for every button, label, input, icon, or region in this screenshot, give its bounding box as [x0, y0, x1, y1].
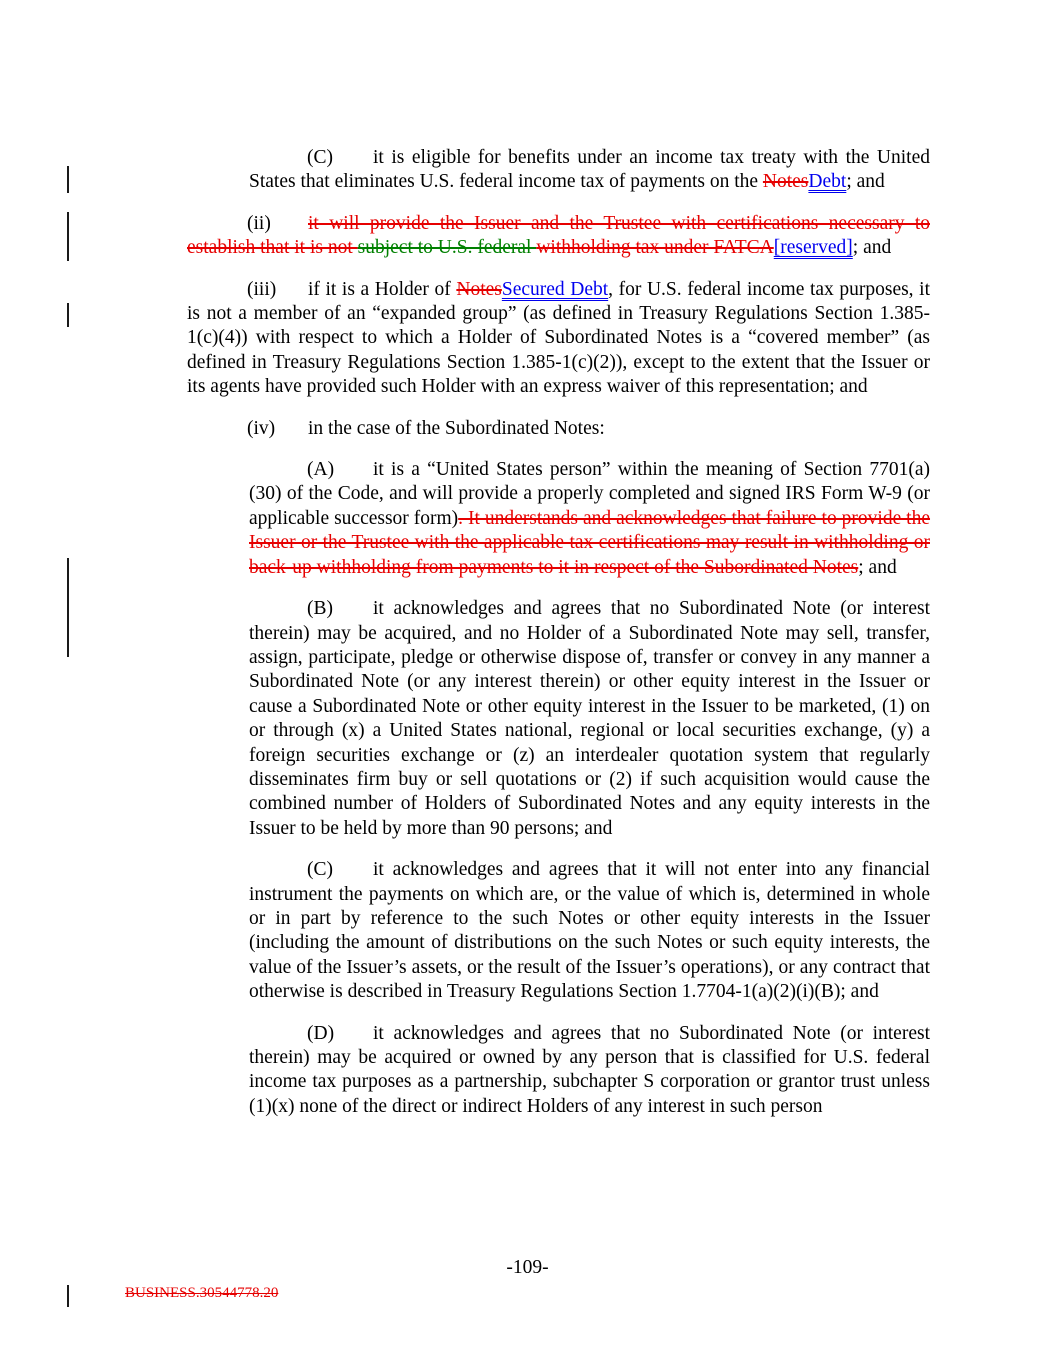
text-run-inserted: Debt [808, 171, 847, 193]
change-bar [67, 558, 69, 657]
document-id-footer: BUSINESS.30544778.20 [125, 1285, 279, 1301]
clause-label: (A) [307, 459, 335, 481]
text-run-normal: it acknowledges and agrees that no Subordinated Note (or interest therein) may be acquired, and no Holder of a Subordinated Note may sell, transfer, assign, participate, pledge or otherwise dispose of, transfer or convey in any manner a Subordinated Note (or any interest therein) or other equity interest in the Issuer or cause a Subordinated Note or other equity interest in the Issuer to be marketed, (1) on or through (x) a United States national, regional or local securities exchange, (y) a foreign securities exchange or (z) an interdealer quotation system that regularly disseminates firm buy or sell quotations or (2) if such acquisition would cause the combined number of Holders of Subordinated Notes and any equity interests in the Issuer to be held by more than 90 persons; and [249, 598, 930, 839]
text-run-deleted-alt: subject to U.S. federal [357, 237, 537, 259]
text-run-normal: it is eligible for benefits under an income tax treaty with the United States that eliminates U.S. federal income tax of payments on the [249, 147, 930, 193]
clause-iv-a-us-person [249, 458, 930, 580]
text-run-deleted: Notes [762, 171, 809, 193]
text-run-deleted: withholding tax under FATCA [536, 237, 774, 259]
clause-label: (iv) [247, 417, 276, 439]
text-run-normal: it acknowledges and agrees that no Subordinated Note (or interest therein) may be acquired or owned by any person that is classified for U.S. federal income tax purposes as a partnership, subchapter S corporation or grantor trust unless (1)(x) none of the direct or indirect Holders of any interest in such person [249, 1022, 930, 1117]
text-run-deleted: it will provide the Issuer and the Trustee with certifications necessary to establish that it is not [187, 212, 930, 259]
clause-c-treaty-benefits [249, 146, 930, 195]
text-run-normal: it acknowledges and agrees that it will not enter into any financial instrument the payments on which are, or the value of which is, determined in whole or in part by reference to the such Notes or other equity interests in the Issuer (including the amount of distributions on the such Notes or such equity interests, the value of the Issuer’s assets, or the result of the Issuer’s operations), or any contract that otherwise is described in Treasury Regulations Section 1.7704-1(a)(2)(i)(B); and [249, 859, 930, 1003]
page-number: -109- [506, 1257, 549, 1278]
change-bar [67, 212, 69, 261]
clause-label: (D) [307, 1022, 335, 1044]
text-run-normal: if it is a Holder of [308, 278, 457, 300]
text-run-inserted: Secured Debt [501, 278, 609, 300]
change-bar [67, 1285, 69, 1307]
clause-label: (iii) [247, 278, 277, 300]
text-run-normal: , for U.S. federal income tax purposes, it is not a member of an “expanded group” (as defined in Treasury Regulations Section 1.385-1(c)(4)) with respect to which a Holder of Subordinated Notes is a “covered member” (as defined in Treasury Regulations Section 1.385-1(c)(2)), except to the extent that the Issuer or its agents have provided such Holder with an express waiver of this representation; and [187, 278, 930, 398]
clause-iv-d-partnership-restriction [249, 1022, 930, 1120]
document-body [0, 146, 1055, 1136]
clause-label: (C) [307, 147, 333, 168]
text-run-normal: ; and [852, 237, 892, 259]
change-bar [67, 166, 69, 193]
clause-ii-fatca-certifications [187, 212, 930, 261]
clause-iv-c-financial-instrument [249, 858, 930, 1004]
text-run-deleted: . It understands and acknowledges that failure to provide the Issuer or the Trustee with the applicable tax certifications may result in withholding or back-up withholding from payments to it in respect of the Subordinated Notes [249, 507, 931, 578]
clause-iii-expanded-group [187, 278, 930, 400]
text-run-normal: ; and [846, 171, 885, 193]
text-run-normal: in the case of the Subordinated Notes: [308, 417, 605, 439]
text-run-normal: it is a “United States person” within the meaning of Section 7701(a)(30) of the Code, and will provide a properly completed and signed IRS Form W-9 (or applicable successor form) [249, 459, 930, 529]
text-run-deleted: Notes [456, 278, 502, 300]
text-run-inserted: [reserved] [773, 237, 853, 259]
text-run-normal: ; and [858, 556, 897, 578]
change-bar [67, 303, 69, 327]
clause-label: (C) [307, 859, 333, 881]
clause-label: (ii) [247, 212, 271, 234]
clause-iv-subordinated-notes-intro [187, 417, 930, 441]
clause-iv-b-transfer-restrictions [249, 597, 930, 841]
clause-label: (B) [307, 598, 333, 620]
